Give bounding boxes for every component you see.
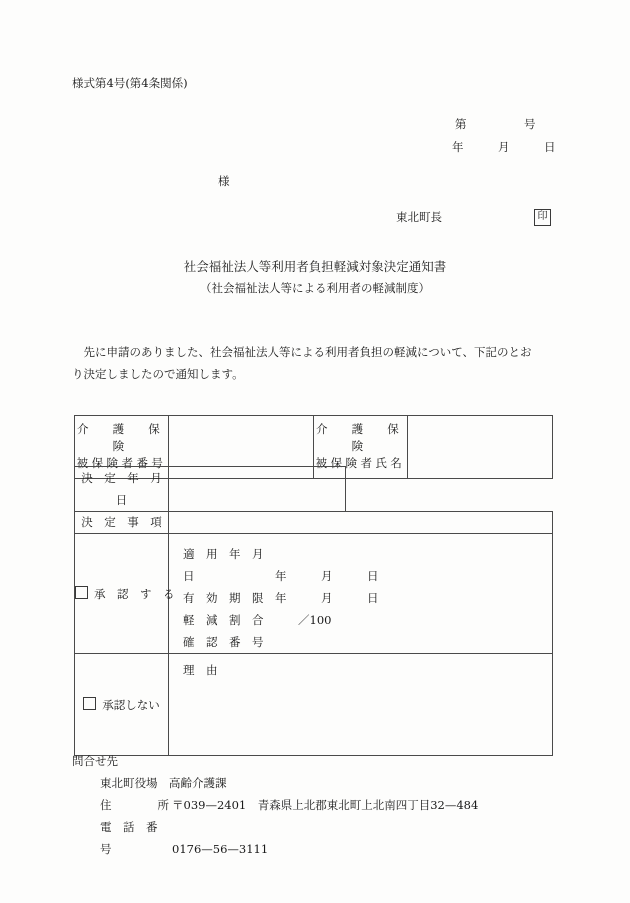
- addressee-honorific: 様: [218, 174, 230, 188]
- contact-phone-value: 0176—56—3111: [172, 842, 269, 856]
- decision-date-value[interactable]: [169, 467, 346, 512]
- document-title: 社会福祉法人等利用者負担軽減対象決定通知書: [183, 259, 447, 274]
- reject-checkbox-label: 承認しない: [102, 697, 160, 712]
- reject-checkbox-cell[interactable]: [75, 654, 169, 756]
- checkbox-icon[interactable]: [83, 697, 96, 710]
- approve-row: [75, 534, 553, 654]
- contact-office: 東北町役場 高齢介護課: [100, 776, 227, 790]
- approve-checkbox-cell[interactable]: [75, 534, 175, 654]
- decision-items-header-row: [75, 512, 553, 534]
- approve-detail-row: [183, 609, 552, 631]
- reduction-rate-label: 軽 減 割 合: [183, 613, 264, 627]
- decision-table: [74, 466, 553, 756]
- confirmation-number-label: 確 認 番 号: [183, 635, 264, 649]
- valid-period-value[interactable]: 年 月 日: [275, 591, 379, 605]
- insured-number-label-line1: 介 護 保 険: [76, 422, 184, 453]
- form-number: 様式第4号(第4条関係): [72, 76, 188, 90]
- decision-date-spacer: [346, 467, 553, 512]
- reason-label: 理 由: [183, 663, 218, 677]
- contact-address-value: 〒039—2401 青森県上北郡東北町上北南四丁目32—484: [172, 798, 479, 812]
- approve-checkbox-label: 承 認 す る: [94, 586, 175, 601]
- approve-checkbox-wrap[interactable]: [75, 586, 175, 602]
- decision-date-label: 決 定 年 月 日: [75, 467, 169, 512]
- insured-name-label-line2: 被保険者氏名: [315, 456, 406, 470]
- document-subtitle: （社会福祉法人等による利用者の軽減制度）: [200, 281, 430, 295]
- contact-phone-row: [72, 816, 478, 860]
- valid-period-label: 有 効 期 限: [183, 591, 264, 605]
- decision-date-row: [75, 467, 553, 512]
- insured-number-label-line2: 被保険者番号: [76, 456, 167, 470]
- approve-detail-row: [183, 631, 552, 653]
- body-line-2: り決定しましたので通知します。: [72, 367, 244, 381]
- contact-address-row: [72, 794, 478, 816]
- approve-detail-cell: [169, 534, 553, 654]
- approve-detail-row: [183, 587, 552, 609]
- contact-heading: 問合せ先: [72, 754, 118, 768]
- seal-stamp-box: 印: [534, 209, 551, 226]
- contact-footer: [72, 750, 478, 860]
- document-date-line: 年 月 日: [452, 140, 556, 154]
- reject-row: [75, 654, 553, 756]
- approve-detail-row: [183, 543, 552, 587]
- body-paragraph: [72, 341, 562, 385]
- checkbox-icon[interactable]: [75, 586, 88, 599]
- document-number-line: 第 号: [455, 117, 536, 131]
- reduction-rate-value[interactable]: ／100: [275, 613, 332, 627]
- insured-name-label-line1: 介 護 保 険: [315, 422, 423, 453]
- body-line-1: 先に申請のありました、社会福祉法人等による利用者負担の軽減について、下記のとお: [83, 345, 532, 359]
- reject-checkbox-wrap[interactable]: [83, 697, 160, 713]
- apply-date-label: 適 用 年 月 日: [183, 547, 275, 583]
- issuer-name: 東北町長: [396, 210, 442, 224]
- decision-items-label: 決 定 事 項: [75, 512, 169, 534]
- contact-phone-label: 電 話 番 号: [100, 820, 169, 856]
- contact-address-label: 住 所: [100, 798, 169, 812]
- apply-date-value[interactable]: 年 月 日: [275, 569, 379, 583]
- decision-items-header-blank: [169, 512, 553, 534]
- reject-reason-cell[interactable]: [169, 654, 553, 756]
